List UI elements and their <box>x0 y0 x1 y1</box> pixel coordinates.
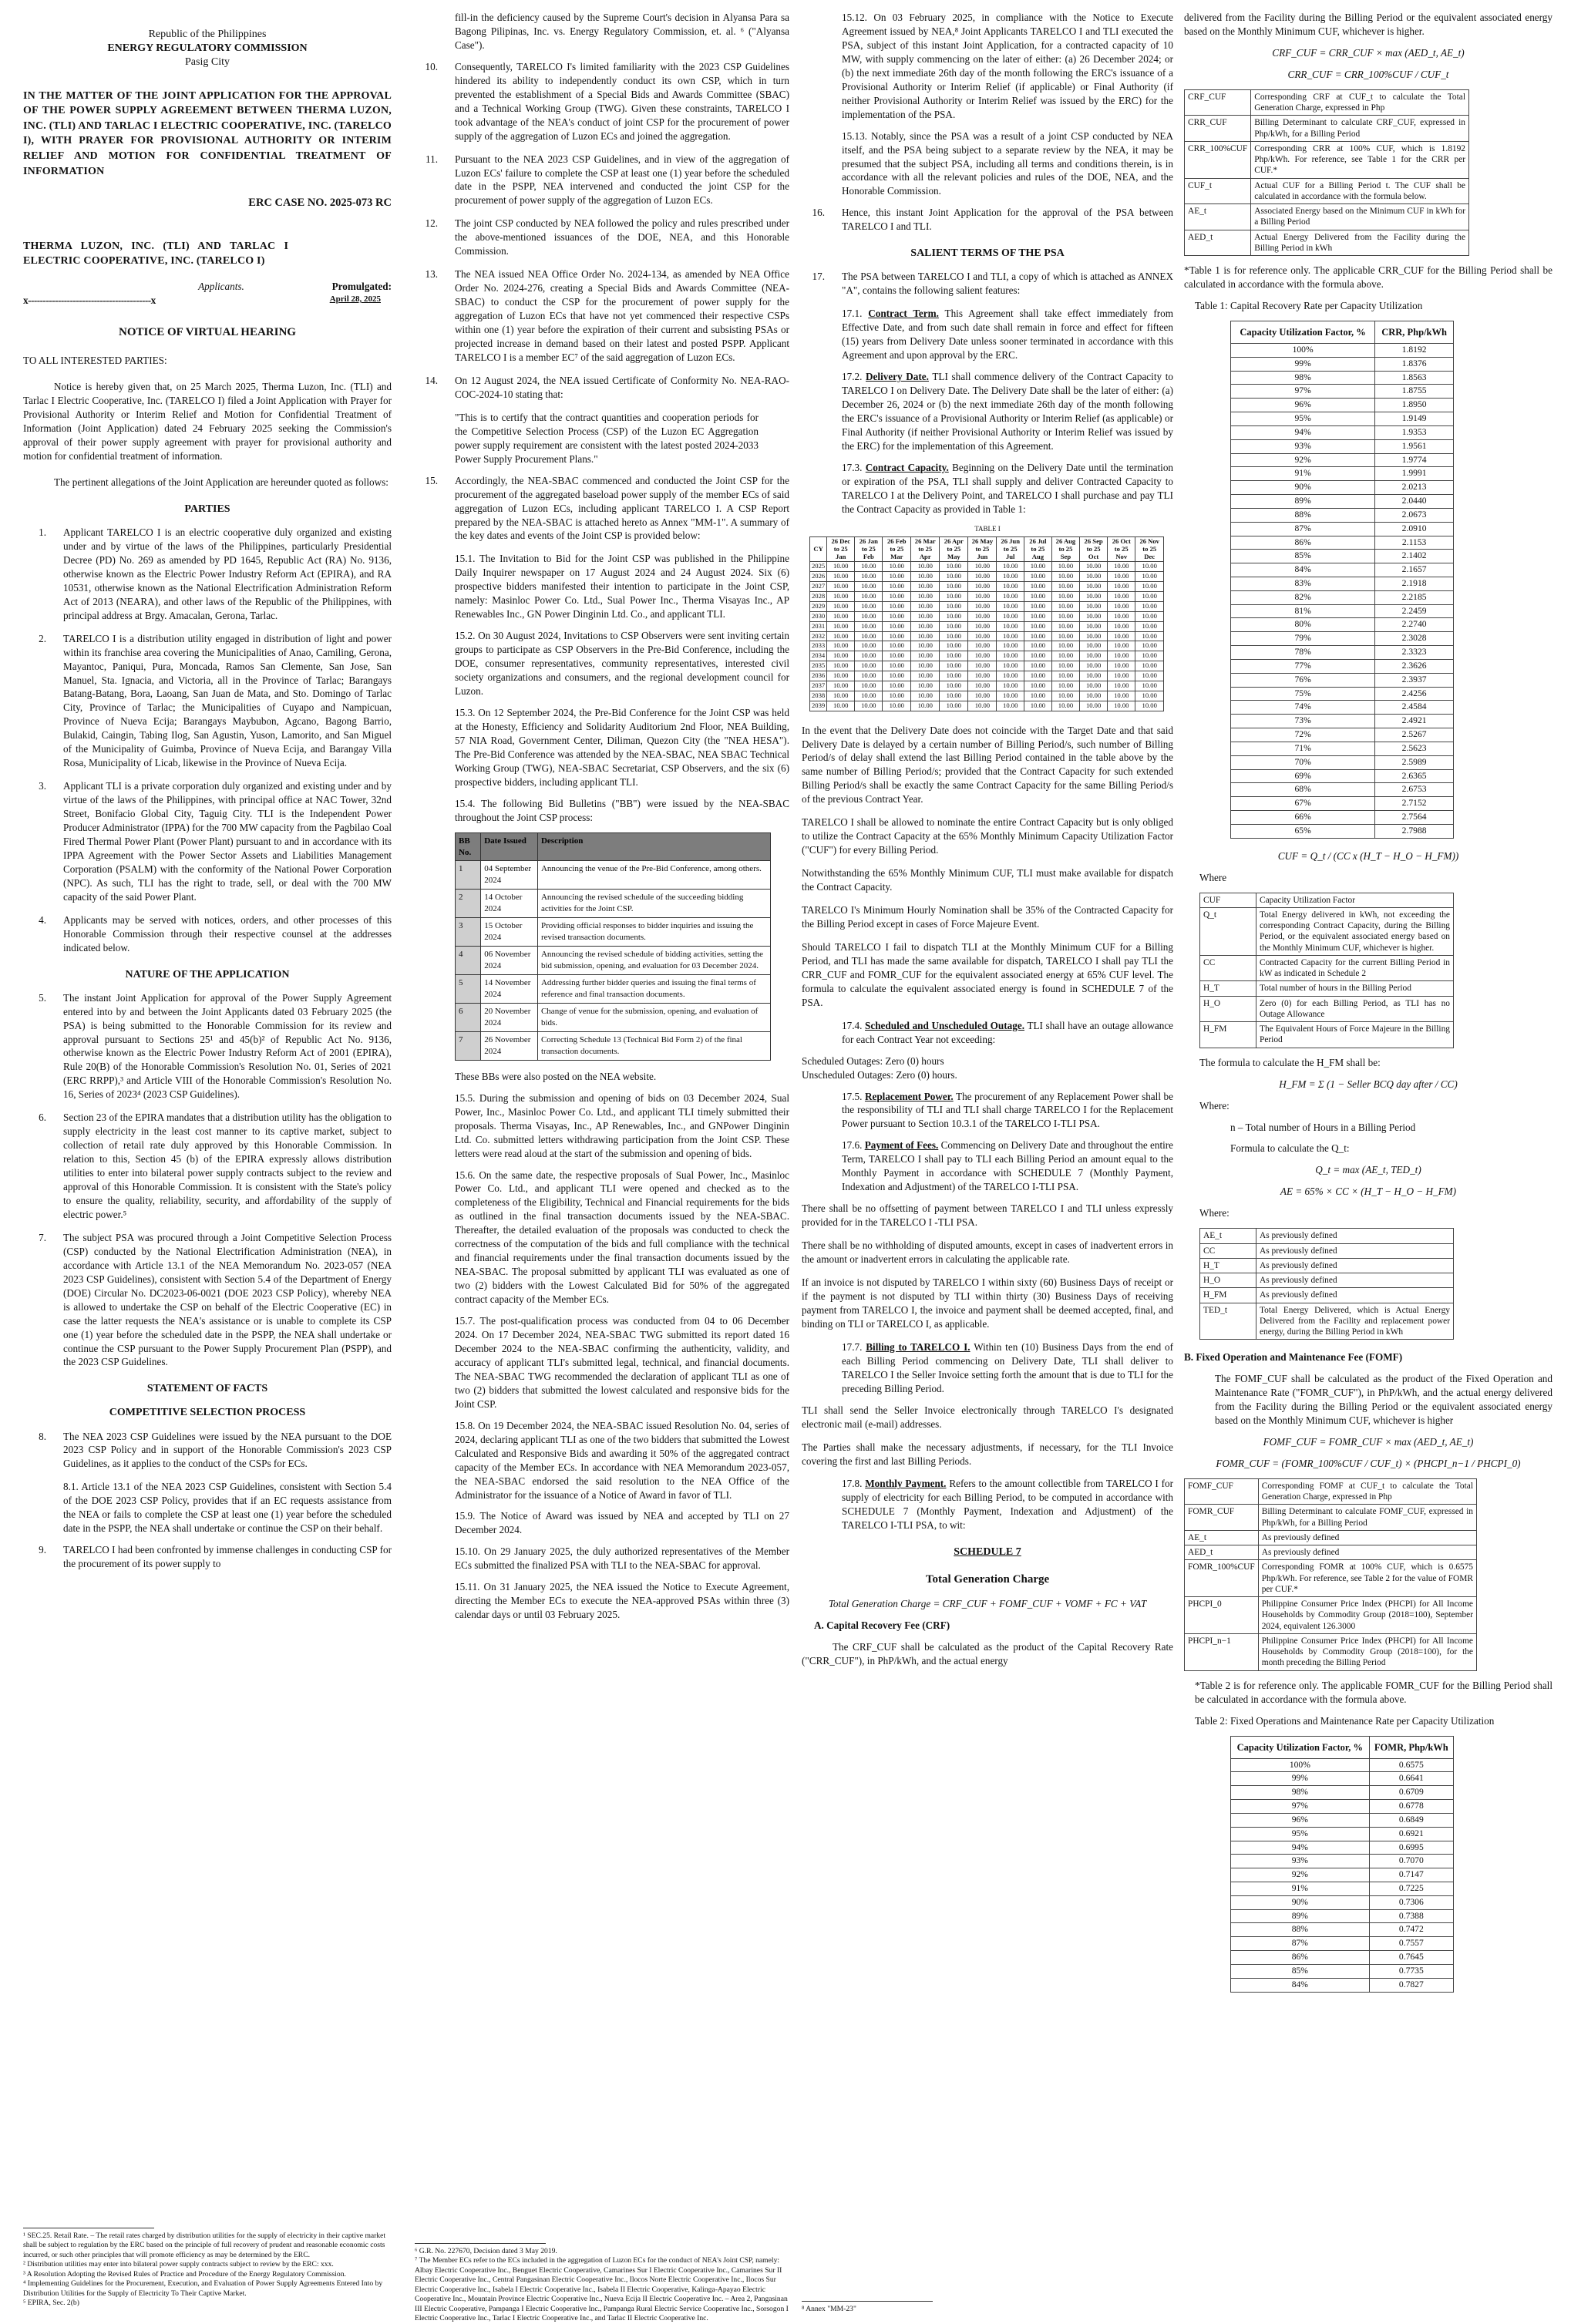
table-row: 70% 2.5989 <box>1231 755 1454 769</box>
paragraph: There shall be no withholding of disputed amounts, except in cases of inadvertent errors in the amount or inadvertent errors in calculating the applicable rate. <box>802 1239 1173 1266</box>
table-row: 96% 0.6849 <box>1231 1813 1454 1827</box>
table-row: 75% 2.4256 <box>1231 687 1454 701</box>
footnote: ¹ SEC.25. Retail Rate. – The retail rates charged by distribution utilities for the supply of electricity in their captive market shall be subject to regulation by the ERC based on the principle of full recovery of prudent and reasonable economic costs incurred, or such other principles that will promote efficiency as may be determined by the ERC. <box>23 2232 386 2259</box>
applicants-block: THERMA LUZON, INC. (TLI) AND TARLAC I ELECTRIC COOPERATIVE, INC. (TARELCO I) <box>23 240 289 267</box>
term-17-7: 17.7. Billing to TARELCO I. Within ten (10) Business Days from the end of each Billing Period commencing on Delivery Date, TLI shall deliver to TARELCO I the Seller Invoice setting forth the amount that is due to TLI for the preceding Billing Period. <box>842 1340 1174 1394</box>
sub-paragraph: 15.2. On 30 August 2024, Invitations to CSP Observers were sent inviting certain groups to participate as CSP Observers in the Pre-Bid Conference, including the DOE, consumer representatives, community representatives, interested civil society organizations and consumers, and the regional development council for Luzon. <box>455 630 789 697</box>
bb-header: Date Issued <box>481 832 538 861</box>
table-row: 83% 2.1918 <box>1231 577 1454 591</box>
intro-paragraph: Notice is hereby given that, on 25 March 2025, Therma Luzon, Inc. (TLI) and Tarlac I Electric Cooperative, Inc. (TARELCO I) filed a Joint Application with Prayer for Provisional Authority or Interim Relief and Motion for Confidential Treatment of Information (Joint Application) dated 24 February 2025 seeking the Commission's approval of their power supply agreement with prayer for provisional authority and motion for confidential treatment of information. <box>23 381 392 462</box>
capacity-header: 26 Dec to 25 Jan <box>827 536 855 562</box>
sub-paragraph: 15.10. On 29 January 2025, the duly authorized representatives of the Member ECs submitted the finalized PSA with TLI to the NEA-SBAC for approval. <box>455 1545 789 1572</box>
numbered-paragraph: 2. TARELCO I is a distribution utility engaged in distribution of light and power within its franchise area covering the Municipalities of Anao, Camiling, Gerona, Mayantoc, Paniqui, Pura, Moncada, Ramos San Clemente, San Jose, San Manuel, Sta. Ignacia, and Victoria, all in the Province of Tarlac; Barangays Batang-Batang, Bora, Laoang, San Juan de Mata, and Sto. Domingo of Tarlac City, Province of Tarlac; the Municipalities of Cuyapo and Nampicuan, Province of Nueva Ecija; Barangays Maybubon, Agcano, Bagong Barrio, Bulakid, Caingin, Tabing Ilog, San Agustin, Yuson, Lamorito, and San Miguel of the Municipality of Guimba, Province of Nueva Ecija, and Barangay Villa Rosa, Municipality of Licab, likewise in the Province of Nueva Ecija. <box>39 632 392 769</box>
tgc-heading: Total Generation Charge <box>925 1573 1050 1586</box>
footnote: ⁵ EPIRA, Sec. 2(b) <box>23 2299 79 2308</box>
header-city: Pasig City <box>185 56 230 69</box>
table-row: 90% 0.7306 <box>1231 1895 1454 1909</box>
footnote-col3: ⁸ Annex "MM-23" <box>802 2301 1173 2314</box>
numbered-paragraph: 7. The subject PSA was procured through a Joint Competitive Selection Process (CSP) conducted by the National Electrification Administration (NEA), in accordance with Article 13.1 of the NEA Memorandum No. 2023-057 (NEA 2023 CSP Guidelines), consistent with Section 5.4 of the Department of Energy (DOE) Circular No. DC2023-06-0021 (DOE 2023 CSP Policy), whereby NEA is allowed to undertake the CSP on behalf of the Electric Cooperative (EC) in case the latter requests the NEA's assistance or is unable to complete its CSP one (1) year before the scheduled date in the PSPP, the NEA shall undertake or continue the CSP pursuant to the Power Supply Procurement Plan (PSPP), and the 2023 CSP Guidelines. <box>39 1231 392 1368</box>
salient-term: 17.2. Delivery Date. TLI shall commence delivery of the Contract Capacity to TARELCO I on Delivery Date. The Delivery Date shall be the later of either: (a) December 26, 2024 or (b) the next immediate 26th day of the month following the ERC's issuance of a Provisional Authority or Interim Relief (as applicable) or Final Authority (if neither Provisional Authority or Interim Relief was issued by the ERC) for the implementation of this Agreement. <box>842 371 1173 452</box>
table-row: 2033 10.00 10.00 10.00 10.00 10.00 10.00 10.00 10.00 10.00 10.00 10.00 10.00 <box>810 641 1164 651</box>
paragraph-15: 15. Accordingly, the NEA-SBAC commenced and conducted the Joint CSP for the procurement of the aggregated baseload power supply of the member ECs of said aggregation of Luzon ECs, including applicant TARELCO I. A CSP Report prepared by the NEA-SBAC is attached hereto as Annex "MM-1". A summary of the key dates and events of the Joint CSP is provided below: <box>425 474 789 542</box>
document-header <box>23 28 392 70</box>
definition-row: AED_t Actual Energy Delivered from the Facility during the Billing Period in kWh <box>1185 230 1469 256</box>
table-row: 2028 10.00 10.00 10.00 10.00 10.00 10.00 10.00 10.00 10.00 10.00 10.00 10.00 <box>810 592 1164 602</box>
applicants-label: Applicants. <box>198 281 244 293</box>
qt-intro: Formula to calculate the Q_t: <box>1230 1142 1350 1155</box>
case-number: ERC CASE NO. 2025-073 RC <box>248 197 392 210</box>
column-4 <box>1184 11 1552 1993</box>
paragraph: In the event that the Delivery Date does not coincide with the Target Date and that said Delivery Date is delayed by a certain number of Billing Period/s, such number of Billing Period/s of delay shall extend the last Billing Period contained in the table above by the same number of Billing Period/s; provided that the Contract Capacity for such extended Billing Period/s shall be exactly the same Contract Capacity for the same Billing Period/s of the previous Contract Year. <box>802 724 1173 805</box>
table1-title: TABLE I <box>974 524 1001 533</box>
sub-paragraph: 15.3. On 12 September 2024, the Pre-Bid Conference for the Joint CSP was held at the Honesty, Efficiency and Solidarity Auditorium 2nd Floor, NEA Building, 57 NIA Road, Government Center, Diliman, Quezon City (the "NEA HESA"). The Pre-Bid Conference was attended by the NEA-SBAC, NEA SBAC Technical Working Group (TWG), NEA-SBAC Secretariat, CSP Observers, and the six (6) prospective bidders, including applicant TLI. <box>455 706 789 788</box>
definition-row: AE_t As previously defined <box>1185 1530 1477 1545</box>
bb-header: BB No. <box>456 832 481 861</box>
table-row: 69% 2.6365 <box>1231 769 1454 783</box>
numbered-paragraph: 13. The NEA issued NEA Office Order No. 2024-134, as amended by NEA Office Order No. 2024-276, creating a Special Bids and Awards Committee (NEA-SBAC) to conduct the CSP for the procurement of power supply for the aggregation of Luzon ECs that have not yet commenced their respective CSPs within one (1) year before the expiration of their current and subsisting PSAs or projected increase in demand based on their latest and posted PSPP. Applicant TARELCO I is a member EC⁷ of the said aggregation of Luzon ECs. <box>425 268 789 363</box>
salient-term: 17.6. Payment of Fees. Commencing on Delivery Date and throughout the entire Term, TARELCO I shall pay to TLI each Billing Period an amount equal to the Monthly Payment in accordance with SCHEDULE 7 (Monthly Payment, Indexation and Adjustment) of the TARELCO I-TLI PSA. <box>842 1139 1174 1193</box>
table-row: 93% 0.7070 <box>1231 1855 1454 1868</box>
where-label: Where <box>1199 871 1227 883</box>
paragraph: If an invoice is not disputed by TARELCO I within sixty (60) Business Days of receipt or if the payment is not disputed by TLI within thirty (30) Business Days of receiving payment from TARELCO I, the invoice and payment shall be deemed accepted, final, and binding on TLI or TARELCO I, as applicable. <box>802 1276 1173 1330</box>
table-row: 66% 2.7564 <box>1231 811 1454 825</box>
table-row: 95% 0.6921 <box>1231 1827 1454 1841</box>
sub-paragraph: 15.4. The following Bid Bulletins ("BB") were issued by the NEA-SBAC throughout the Joint CSP process: <box>455 797 789 823</box>
numbered-paragraph: 10. Consequently, TARELCO I's limited familiarity with the 2023 CSP Guidelines hindered its ability to independently conduct its own CSP, which in turn prevented the establishment of a Special Bids and Awards Committee (SBAC) and a Technical Working Group (TWG). Given these constraints, TARELCO I took advantage of the NEA's conduct of joint CSP for the procurement of power supply of the aggregation of Luzon ECs and joined the aggregation. <box>425 60 789 142</box>
definition-row: H_T As previously defined <box>1200 1258 1454 1273</box>
crr-table <box>1230 321 1454 839</box>
capacity-header: 26 Aug to 25 Sep <box>1051 536 1079 562</box>
table-row: 2038 10.00 10.00 10.00 10.00 10.00 10.00 10.00 10.00 10.00 10.00 10.00 10.00 <box>810 691 1164 701</box>
definition-row: H_T Total number of hours in the Billing Period <box>1200 981 1454 996</box>
table-row: 2025 10.00 10.00 10.00 10.00 10.00 10.00 10.00 10.00 10.00 10.00 10.00 10.00 <box>810 562 1164 572</box>
sub-paragraph: 15.7. The post-qualification process was conducted from 04 to 06 December 2024. On 17 December 2024, NEA-SBAC TWG submitted its report dated 16 December 2024 to the NEA-SBAC confirming the authenticity, validity, and accuracy of applicant TLI's submitted legal, technical, and financial documents. The NEA-SBAC TWG recommended the declaration of applicant TLI as one of two (2) bidders that submitted the lowest calculated and responsive bids for the Joint CSP. <box>455 1315 789 1410</box>
paragraph-8: 8. The NEA 2023 CSP Guidelines were issued by the NEA pursuant to the DOE 2023 CSP Policy and in support of the Honorable Commission's 2023 CSP Guidelines, as it applies to the conduct of the CSPs for ECs. <box>39 1430 392 1470</box>
table-row: 96% 1.8950 <box>1231 399 1454 412</box>
crf-heading: A. Capital Recovery Fee (CRF) <box>814 1619 950 1631</box>
table-row: 80% 2.2740 <box>1231 618 1454 632</box>
table-row: 6 20 November 2024 Change of venue for the submission, opening, and evaluation of bids. <box>456 1004 771 1032</box>
bid-bulletin-table <box>455 832 771 1061</box>
heading-parties: PARTIES <box>184 503 230 515</box>
definition-row: FOMF_CUF Corresponding FOMF at CUF_t to calculate the Total Generation Charge, expressed in Php <box>1185 1478 1477 1505</box>
capacity-header: 26 Jul to 25 Aug <box>1024 536 1051 562</box>
table-row: 100% 1.8192 <box>1231 343 1454 357</box>
term-17-8: 17.8. Monthly Payment. Refers to the amount collectible from TARELCO I for supply of electricity for each Billing Period, to be computed in accordance with SCHEDULE 7 (Monthly Payment, Indexation and Adjustment) of the TARELCO I-TLI PSA, to wit: <box>842 1478 1174 1532</box>
capacity-header: 26 Oct to 25 Nov <box>1108 536 1135 562</box>
table-row: 82% 2.2185 <box>1231 590 1454 604</box>
heading-facts: STATEMENT OF FACTS <box>146 1383 268 1395</box>
definition-row: CC As previously defined <box>1200 1243 1454 1258</box>
capacity-header: CY <box>810 536 827 562</box>
column-1 <box>23 28 392 1580</box>
promulgated-date: April 28, 2025 <box>329 294 381 304</box>
sub-paragraph: 15.13. Notably, since the PSA was a result of a joint CSP conducted by NEA itself, and the PSA being subject to a separate review by the NEA, it may be presumed that the subject PSA, including all terms and conditions therein, is in accordance with all the relevant policies and rules of the DOE, NEA, and the Honorable Commission. <box>842 129 1173 197</box>
sub-paragraph: 15.6. On the same date, the respective proposals of Sual Power, Inc., Masinloc Power Co. Ltd., and applicant TLI were opened and checked as to the completeness of the Eligibility, Technical and Financial requirements for the bids as outlined in the final transaction documents issued by the NEA-SBAC. Thereafter, the detailed evaluation of the proposals was conducted to check the correctness of the computation of the bids and full compliance with the technical and financial requirements under the final transaction documents issued by the NEA-SBAC. The proposal submitted by applicant TLI was evaluated as one of two (2) bidders with the Lowest Calculated Bid for 50% of the aggregated contract capacity of the Member ECs. <box>455 1169 789 1306</box>
table-row: 91% 0.7225 <box>1231 1882 1454 1896</box>
table-row: 84% 0.7827 <box>1231 1978 1454 1992</box>
table-row: 2035 10.00 10.00 10.00 10.00 10.00 10.00 10.00 10.00 10.00 10.00 10.00 10.00 <box>810 661 1164 671</box>
column-3 <box>802 11 1173 1676</box>
table-row: 72% 2.5267 <box>1231 728 1454 742</box>
cuf-formula: CUF = Q_t / (CC x (H_T − H_O − H_FM)) <box>1277 849 1459 862</box>
paragraph-8-1: 8.1. Article 13.1 of the NEA 2023 CSP Guidelines, consistent with Section 5.4 of the DOE 2023 CSP Policy, provides that if an EC requests assistance from the NEA or fails to complete the CSP at least one (1) year before the scheduled date in the PSPP, the NEA shall undertake or continue the CSP on their behalf. <box>63 1481 392 1535</box>
paragraph: Should TARELCO I fail to dispatch TLI at the Monthly Minimum CUF for a Billing Period, and TLI has made the same available for dispatch, TARELCO I shall pay TLI the CRR_CUF and FOMR_CUF for the equivalent associated energy at 65% CUF level. The formula to calculate the equivalent associated energy is found in SCHEDULE 7 of the PSA. <box>802 940 1173 1008</box>
numbered-paragraph: 3. Applicant TLI is a private corporation duly organized and existing under and by virtue of the laws of the Philippines, with principal office at NAC Tower, 32nd Street, Bonifacio Global City, Taguig City. TLI is the Independent Power Producer Administrator (IPPA) for the 700 MW capacity from the Pagbilao Coal Fired Thermal Power Plant (Power Plant) pursuant to and in accordance with its IPPA Agreement with the Power Sector Assets and Liabilities Management Corporation (PSALM) with the conformity of the National Power Corporation (NPC). As such, TLI has the right to trade, sell, or deal with the 700 MW capacity of the said Power Plant. <box>39 780 392 903</box>
paragraph-17: 17. The PSA between TARELCO I and TLI, a copy of which is attached as ANNEX "A", contains the following salient features: <box>812 271 1173 297</box>
definition-row: H_O Zero (0) for each Billing Period, as TLI has no Outage Allowance <box>1200 996 1454 1022</box>
fomf-note: *Table 2 is for reference only. The applicable FOMR_CUF for the Billing Period shall be calculated in accordance with the formula above. <box>1195 1679 1552 1705</box>
definition-row: CC Contracted Capacity for the current Billing Period in kW as indicated in Schedule 2 <box>1200 955 1454 981</box>
numbered-paragraph: 5. The instant Joint Application for approval of the Power Supply Agreement entered into by and between the Joint Applicants dated 03 February 2025 (the PSA) is being submitted to the Honorable Commission for its review and approval pursuant to Sections 25¹ and 45(b)² of Republic Act No. 9136, otherwise known as the Electric Power Industry Reform Act of 2001 (EPIRA), Rule 20(B) of the Honorable Commission's Resolution No. 01, Series of 2021 (ERC RRPP),³ and Article VIII of the Honorable Commission's Resolution No. 16, Series of 2023⁴ (2023 CSP Guidelines). <box>39 991 392 1101</box>
table-row: 86% 2.1153 <box>1231 536 1454 550</box>
table-row: 77% 2.3626 <box>1231 659 1454 673</box>
cuf-definitions-table <box>1199 893 1454 1048</box>
table-row: 98% 1.8563 <box>1231 371 1454 385</box>
table-row: 4 06 November 2024 Announcing the revised schedule of bidding activities, setting the bid submission, opening, and evaluation for 03 December 2024. <box>456 947 771 975</box>
definition-row: CRR_CUF Billing Determinant to calculate CRF_CUF, expressed in Php/kWh, for a Billing Period <box>1185 116 1469 142</box>
table-row: 1 04 September 2024 Announcing the venue of the Pre-Bid Conference, among others. <box>456 861 771 890</box>
footnote: ² Distribution utilities may enter into bilateral power supply contracts subject to review by the ERC: xxx. <box>23 2260 334 2269</box>
table-row: 2037 10.00 10.00 10.00 10.00 10.00 10.00 10.00 10.00 10.00 10.00 10.00 10.00 <box>810 681 1164 691</box>
table-row: 65% 2.7988 <box>1231 824 1454 838</box>
table-row: 2031 10.00 10.00 10.00 10.00 10.00 10.00 10.00 10.00 10.00 10.00 10.00 10.00 <box>810 621 1164 631</box>
crf-continued: delivered from the Facility during the Billing Period or the equivalent associated energy based on the Monthly Minimum CUF, whichever is higher. <box>1184 12 1552 37</box>
definition-row: AED_t As previously defined <box>1185 1545 1477 1560</box>
table-row: 89% 0.7388 <box>1231 1909 1454 1923</box>
table-row: 90% 2.0213 <box>1231 481 1454 495</box>
column-2 <box>415 11 789 1629</box>
heading-salient: SALIENT TERMS OF THE PSA <box>910 247 1065 260</box>
table-row: 2026 10.00 10.00 10.00 10.00 10.00 10.00 10.00 10.00 10.00 10.00 10.00 10.00 <box>810 572 1164 582</box>
outage-line: Scheduled Outages: Zero (0) hours <box>802 1054 944 1067</box>
header-republic: Republic of the Philippines <box>148 29 267 40</box>
paragraph: TLI shall send the Seller Invoice electronically through TARELCO I's designated electronic mail (e-mail) addresses. <box>802 1404 1173 1430</box>
numbered-paragraph: 6. Section 23 of the EPIRA mandates that a distribution utility has the obligation to supply electricity in the least cost manner to its captive market, subject to collection of retail rate duly approved by this Honorable Commission. In relation to this, Section 45 (b) of the EPIRA expressly allows distribution utilities to enter into bilateral power supply contracts subject to the review and approval of this Honorable Commission. It is consistent with the State's policy to ensure the quality, reliability, security, and affordability of the supply of electric power.⁵ <box>39 1112 392 1220</box>
header-agency: ENERGY REGULATORY COMMISSION <box>107 42 308 55</box>
table-header: CRR, Php/kWh <box>1375 321 1454 343</box>
sub-paragraph: 15.1. The Invitation to Bid for the Joint CSP was published in the Philippine Daily Inquirer newspaper on 17 August 2024 and 24 August 2024. Six (6) prospective bidders manifested their intention to participate in the Joint CSP, namely: Masinloc Power Co. Ltd., Sual Power Inc., Therma Visayas Inc., AP Renewables Inc., GN Power Dinginin Ltd. Co., and applicant TLI. <box>455 553 789 621</box>
table-row: 2030 10.00 10.00 10.00 10.00 10.00 10.00 10.00 10.00 10.00 10.00 10.00 10.00 <box>810 611 1164 621</box>
table-row: 87% 2.0910 <box>1231 522 1454 536</box>
table-row: 2039 10.00 10.00 10.00 10.00 10.00 10.00 10.00 10.00 10.00 10.00 10.00 10.00 <box>810 701 1164 711</box>
table-header: Capacity Utilization Factor, % <box>1231 1736 1370 1758</box>
table-row: 73% 2.4921 <box>1231 715 1454 728</box>
definition-row: H_FM The Equivalent Hours of Force Majeure in the Billing Period <box>1200 1022 1454 1048</box>
table1-caption: Table 1: Capital Recovery Rate per Capacity Utilization <box>1195 299 1423 311</box>
sub-paragraph: 15.12. On 03 February 2025, in compliance with the Notice to Execute Agreement issued by NEA,⁸ Joint Applicants TARELCO I and TLI executed the PSA, subject of this instant Joint Application, for a contracted capacity of 10 MW, with supply commencing on the later of either: (a) 26 December 2024; or (b) the next immediate 26th day of the month following the ERC's issuance of a Provisional Authority or Interim Relief (if applicable) or Final Authority (if neither Provisional Authority or Interim Relief was issued by the ERC) for the implementation of the PSA. <box>842 12 1173 120</box>
heading-csp: COMPETITIVE SELECTION PROCESS <box>109 1407 306 1419</box>
table-row: 81% 2.2459 <box>1231 604 1454 618</box>
definition-row: AE_t As previously defined <box>1200 1229 1454 1243</box>
table-row: 2032 10.00 10.00 10.00 10.00 10.00 10.00 10.00 10.00 10.00 10.00 10.00 10.00 <box>810 631 1164 641</box>
capacity-header: 26 May to 25 Jun <box>968 536 997 562</box>
definition-row: AE_t Associated Energy based on the Minimum CUF in kWh for a Billing Period <box>1185 204 1469 230</box>
where-label-2: Where: <box>1199 1099 1230 1112</box>
footnotes-col2 <box>415 2243 789 2324</box>
fomf-definitions-table <box>1184 1478 1477 1671</box>
qt-formula-2: AE = 65% × CC × (H_T − H_O − H_FM) <box>1280 1186 1457 1198</box>
schedule-7-heading: SCHEDULE 7 <box>954 1546 1021 1559</box>
paragraph: There shall be no offsetting of payment between TARELCO I and TLI unless expressly provided for in the TARELCO I -TLI PSA. <box>802 1202 1173 1229</box>
table-row: 93% 1.9561 <box>1231 439 1454 453</box>
definition-row: PHCPI_0 Philippine Consumer Price Index (PHCPI) for All Income Households by Commodity Group (2018=100), September 2024, equivalent 126.3000 <box>1185 1597 1477 1634</box>
salient-term: 17.3. Contract Capacity. Beginning on the Delivery Date until the termination or expiration of the PSA, TLI shall supply and deliver Contracted Capacity to TARELCO I at the Delivery Point, and TARELCO I shall purchase and pay TLI the Contract Capacity as provided in Table 1: <box>842 461 1174 515</box>
definition-row: Q_t Total Energy delivered in kWh, not exceeding the corresponding Contract Capacity, during the Billing Period, or the equivalent associated energy based on the Monthly Minimum CUF, whichever is higher. <box>1200 907 1454 955</box>
sub-paragraph: 15.9. The Notice of Award was issued by NEA and accepted by TLI on 27 December 2024. <box>455 1510 789 1536</box>
table-row: 95% 1.9149 <box>1231 412 1454 426</box>
table-row: 100% 0.6575 <box>1231 1758 1454 1772</box>
table-row: 99% 0.6641 <box>1231 1772 1454 1786</box>
definition-row: CUF_t Actual CUF for a Billing Period t. The CUF shall be calculated in accordance with the formula below. <box>1185 178 1469 204</box>
notice-title: NOTICE OF VIRTUAL HEARING <box>119 325 296 338</box>
definition-row: CRF_CUF Corresponding CRF at CUF_t to calculate the Total Generation Charge, expressed in Php <box>1185 89 1469 116</box>
crf-paragraph: The CRF_CUF shall be calculated as the product of the Capital Recovery Rate ("CRR_CUF"), in PhP/kWh, and the actual energy <box>802 1640 1173 1666</box>
certificate-quote: "This is to certify that the contract quantities and cooperation periods for the Competitive Selection Process (CSP) of the Luzon EC Aggregation power supply requirement are consistent with the latest posted 2024-2033 Power Supply Procurement Plans." <box>455 411 759 465</box>
sub-paragraph: 15.11. On 31 January 2025, the NEA issued the Notice to Execute Agreement, directing the Member ECs to execute the NEA-approved PSAs within three (3) calendar days or until 03 February 2025. <box>455 1581 789 1621</box>
fomf-heading: B. Fixed Operation and Maintenance Fee (FOMF) <box>1184 1351 1403 1364</box>
sub-paragraph: 15.8. On 19 December 2024, the NEA-SBAC issued Resolution No. 04, series of 2024, declaring applicant TLI as one of the two bidders that submitted the Lowest Calculated and Responsive Bids and awarding it 50% of the aggregated contract capacity of the Member ECs. In accordance with NEA Memorandum 2023-057, the NEA-SBAC endorsed the said resolution to the NEA Office of the Administrator for the issuance of a Notice of Award in favor of TLI. <box>455 1419 789 1501</box>
capacity-header: 26 Apr to 25 May <box>940 536 968 562</box>
numbered-paragraph: 14. On 12 August 2024, the NEA issued Certificate of Conformity No. NEA-RAO-COC-2024-10 stating that: <box>425 374 789 400</box>
footnote: ³ A Resolution Adopting the Revised Rules of Practice and Procedure of the Energy Regulatory Commission. <box>23 2269 346 2279</box>
tgc-formula: Total Generation Charge = CRF_CUF + FOMF_CUF + VOMF + FC + VAT <box>828 1597 1147 1609</box>
footnote: ⁶ G.R. No. 227670, Decision dated 3 May 2019. <box>415 2247 557 2255</box>
definition-row: FOMR_100%CUF Corresponding FOMR at 100% CUF, which is 0.6575 Php/kWh. For reference, see Table 2 for the value of FOMR per CUF.* <box>1185 1560 1477 1597</box>
outage-line: Unscheduled Outages: Zero (0) hours. <box>802 1068 957 1081</box>
x-line: x-----------------------------------------x <box>23 294 156 306</box>
paragraph: TARELCO I shall be allowed to nominate the entire Contract Capacity but is only obliged to utilize the Contract Capacity at the 65% Monthly Minimum Capacity Utilization Factor ("CUF") for every Billing Period. <box>802 816 1173 856</box>
table-row: 97% 0.6778 <box>1231 1800 1454 1814</box>
hfm-formula: H_FM = Σ (1 − Seller BCQ day after / CC) <box>1279 1078 1458 1090</box>
table-row: 2034 10.00 10.00 10.00 10.00 10.00 10.00 10.00 10.00 10.00 10.00 10.00 10.00 <box>810 651 1164 661</box>
table-row: 98% 0.6709 <box>1231 1786 1454 1800</box>
table-row: 89% 2.0440 <box>1231 495 1454 509</box>
table-row: 87% 0.7557 <box>1231 1937 1454 1951</box>
capacity-header: 26 Mar to 25 Apr <box>911 536 940 562</box>
crf-formula-1: CRF_CUF = CRR_CUF × max (AED_t, AE_t) <box>1272 46 1465 59</box>
salient-term: 17.5. Replacement Power. The procurement of any Replacement Power shall be the responsibility of TLI and TLI shall charge TARELCO I for the Replacement Power pursuant to Section 10.3.1 of the TARELCO I-TLI PSA. <box>842 1090 1173 1130</box>
fomf-formula-1: FOMF_CUF = FOMR_CUF × max (AED_t, AE_t) <box>1263 1436 1474 1448</box>
bb-header: Description <box>537 832 770 861</box>
hfm-intro: The formula to calculate the H_FM shall be: <box>1199 1056 1381 1068</box>
crf-note: *Table 1 is for reference only. The applicable CRR_CUF for the Billing Period shall be calculated in accordance with the formula above. <box>1184 264 1552 291</box>
capacity-header: 26 Sep to 25 Oct <box>1080 536 1108 562</box>
sub-paragraph: 15.5. During the submission and opening of bids on 03 December 2024, Sual Power, Inc., Masinloc Power Co. Ltd., and applicant TLI timely submitted their proposals. Therma Visayas, Inc., AP Renewables, Inc., and GNPower Dinginin Ltd. Co. submitted letters withdrawing participation from the Joint CSP. These letters were read aloud at the start of the submission and opening of bids. <box>455 1091 789 1159</box>
table-row: 5 14 November 2024 Addressing further bidder queries and issuing the final terms of reference and final transaction documents. <box>456 975 771 1004</box>
paragraph: Notwithstanding the 65% Monthly Minimum CUF, TLI must make available for dispatch the Contract Capacity. <box>802 867 1173 893</box>
capacity-header: 26 Jan to 25 Feb <box>855 536 883 562</box>
table-row: 78% 2.3323 <box>1231 646 1454 660</box>
paragraph-9: 9. TARELCO I had been confronted by immense challenges in conducting CSP for the procurement of its power supply to <box>39 1544 392 1570</box>
table-row: 79% 2.3028 <box>1231 632 1454 646</box>
definition-row: TED_t Total Energy Delivered, which is Actual Energy Delivered from the Facility and replacement power energy, during the Billing Period in kWh <box>1200 1303 1454 1340</box>
fomf-paragraph: The FOMF_CUF shall be calculated as the product of the Fixed Operation and Maintenance Rate ("FOMR_CUF"), in PhP/kWh, and the actual energy delivered from the Facility during the Billing Period or the equivalent associated energy based on the Monthly Minimum CUF, whichever is higher <box>1215 1373 1552 1427</box>
table-row: 2036 10.00 10.00 10.00 10.00 10.00 10.00 10.00 10.00 10.00 10.00 10.00 10.00 <box>810 671 1164 681</box>
heading-nature: NATURE OF THE APPLICATION <box>125 968 290 980</box>
case-caption: IN THE MATTER OF THE JOINT APPLICATION FOR THE APPROVAL OF THE POWER SUPPLY AGREEMENT BETWEEN THERMA LUZON, INC. (TLI) AND TARLAC I ELECTRIC COOPERATIVE, INC. (TARELCO I), WITH PRAYER FOR PROVISIONAL AUTHORITY OR INTERIM RELIEF AND MOTION FOR CONFIDENTIAL TREATMENT OF INFORMATION <box>23 89 392 177</box>
capacity-header: 26 Jun to 25 Jul <box>997 536 1024 562</box>
salient-term: 17.4. Scheduled and Unscheduled Outage. TLI shall have an outage allowance for each Contract Year not exceeding: <box>842 1019 1174 1045</box>
numbered-paragraph: 1. Applicant TARELCO I is an electric cooperative duly organized and existing under and by virtue of the laws of the Philippines, particularly Presidential Decree (PD) No. 269 as amended by PD 1645, Republic Act (RA) No. 9136, otherwise known as the Electric Power Industry Reform Act (EPIRA), and RA 10531, otherwise known as the National Electrification Administration Reform Act of 2013 (NEARA), and other laws of the Republic of the Philippines, with principal address at Brgy. Amacalan, Gerona, Tarlac. <box>39 526 392 621</box>
table-row: 88% 2.0673 <box>1231 508 1454 522</box>
qt-formula-1: Q_t = max (AE_t, TED_t) <box>1315 1164 1421 1176</box>
intro-paragraph-2: The pertinent allegations of the Joint Application are hereunder quoted as follows: <box>54 476 389 488</box>
table-row: 86% 0.7645 <box>1231 1951 1454 1965</box>
bb-posted-note: These BBs were also posted on the NEA website. <box>455 1070 657 1082</box>
numbered-paragraph: 11. Pursuant to the NEA 2023 CSP Guidelines, and in view of the aggregation of Luzon ECs' failure to complete the CSP at least one (1) year before the scheduled date in the PSPP, NEA intervened and conducted the joint CSP for the procurement of power supply of the aggregation of Luzon ECs. <box>426 153 789 207</box>
table-row: 94% 0.6995 <box>1231 1841 1454 1855</box>
where-label-3: Where: <box>1199 1207 1230 1219</box>
definition-row: PHCPI_n−1 Philippine Consumer Price Index (PHCPI) for All Income Households by Commodity Group (2018=100), for the month preceding the Billing Period <box>1185 1633 1477 1670</box>
capacity-header: 26 Nov to 25 Dec <box>1135 536 1164 562</box>
definition-row: H_FM As previously defined <box>1200 1288 1454 1303</box>
table-row: 85% 2.1402 <box>1231 550 1454 563</box>
table-row: 2 14 October 2024 Announcing the revised schedule of the succeeding bidding activities for the Joint CSP. <box>456 890 771 918</box>
table-row: 84% 2.1657 <box>1231 563 1454 577</box>
table-row: 91% 1.9991 <box>1231 467 1454 481</box>
table-row: 99% 1.8376 <box>1231 357 1454 371</box>
table-row: 85% 0.7735 <box>1231 1964 1454 1978</box>
definition-row: CUF Capacity Utilization Factor <box>1200 893 1454 907</box>
definition-row: FOMR_CUF Billing Determinant to calculate FOMF_CUF, expressed in Php/kWh, for a Billing Period <box>1185 1505 1477 1531</box>
footnote: ⁷ The Member ECs refer to the ECs included in the aggregation of Luzon ECs for the conduct of NEA's Joint CSP, namely: Albay Electric Cooperative Inc., Benguet Electric Cooperative, Camarines Sur I Electric Cooperative Inc., Camarines Sur II Electric Cooperative Inc., Central Pangasinan Electric Cooperative Inc., Ilocos Norte Electric Cooperative Inc., Ilocos Sur Electric Cooperative Inc., Isabela I Electric Cooperative Inc., Isabela II Electric Cooperative, Kalinga-Apayao Electric Cooperative Inc., Mountain Province Electric Cooperative Inc., Nueva Ecija II Electric Cooperative Inc. – Area 2, Pangasinan III Electric Cooperative, Pampanga I Electric Cooperative Inc., Pampanga Rural Electric Service Cooperative Inc., Sorsogon I Electric Cooperative Inc., Tarlac I Electric Cooperative Inc., and Tarlac II Electric Cooperative Inc. <box>415 2256 789 2323</box>
table-header: FOMR, Php/kWh <box>1369 1736 1453 1758</box>
definition-row: H_O As previously defined <box>1200 1273 1454 1288</box>
table-row: 2027 10.00 10.00 10.00 10.00 10.00 10.00 10.00 10.00 10.00 10.00 10.00 10.00 <box>810 582 1164 592</box>
table-row: 76% 2.3937 <box>1231 673 1454 687</box>
table-row: 92% 1.9774 <box>1231 453 1454 467</box>
table-row: 2029 10.00 10.00 10.00 10.00 10.00 10.00 10.00 10.00 10.00 10.00 10.00 10.00 <box>810 601 1164 611</box>
footnotes-col1 <box>23 2228 392 2309</box>
paragraph: The Parties shall make the necessary adjustments, if necessary, for the TLI Invoice covering the first and last Billing Periods. <box>802 1441 1173 1467</box>
table-row: 94% 1.9353 <box>1231 425 1454 439</box>
paragraph: TARELCO I's Minimum Hourly Nomination shall be 35% of the Contracted Capacity for the Billing Period except in cases of Force Majeure Event. <box>802 904 1173 930</box>
table2-caption: Table 2: Fixed Operations and Maintenance Rate per Capacity Utilization <box>1195 1714 1495 1727</box>
fomr-table <box>1230 1736 1454 1993</box>
to-parties: TO ALL INTERESTED PARTIES: <box>23 355 167 367</box>
table-header: Capacity Utilization Factor, % <box>1231 321 1375 343</box>
table-row: 97% 1.8755 <box>1231 385 1454 399</box>
salient-term: 17.1. Contract Term. This Agreement shall take effect immediately from Effective Date, and from such date shall remain in force and effect for fifteen (15) years from Delivery Date unless sooner terminated in accordance with this Agreement and upon approval by the ERC. <box>842 308 1173 362</box>
table-row: 7 26 November 2024 Correcting Schedule 13 (Technical Bid Form 2) of the final transaction documents. <box>456 1031 771 1060</box>
continued-paragraph: fill-in the deficiency caused by the Supreme Court's decision in Alyansa Para sa Bagong Pilipinas, Inc. vs. Energy Regulatory Commission, et. al. ⁶ ("Alyansa Case"). <box>455 12 789 51</box>
table-row: 74% 2.4584 <box>1231 701 1454 715</box>
capacity-header: 26 Feb to 25 Mar <box>883 536 911 562</box>
crf-formula-2: CRR_CUF = CRR_100%CUF / CUF_t <box>1287 68 1449 80</box>
table-row: 68% 2.6753 <box>1231 783 1454 797</box>
table-row: 71% 2.5623 <box>1231 742 1454 755</box>
contract-capacity-table <box>809 536 1164 711</box>
table-row: 92% 0.7147 <box>1231 1868 1454 1882</box>
crf-definitions-table <box>1184 89 1469 256</box>
footnote: ⁴ Implementing Guidelines for the Procurement, Execution, and Evaluation of Power Supply Agreements Entered Into by Distribution Utilities for the Supply of Electricity To Their Captive Market. <box>23 2279 383 2298</box>
definition-row: CRR_100%CUF Corresponding CRR at 100% CUF, which is 1.8192 Php/kWh. For reference, see Table 1 for the CRR per CUF.* <box>1185 141 1469 178</box>
numbered-paragraph: 12. The joint CSP conducted by NEA followed the policy and rules prescribed under the above-mentioned issuances of the DOE, NEA, and this Honorable Commission. <box>425 217 789 257</box>
promulgated-label: Promulgated: <box>331 281 392 293</box>
n-definition: n – Total number of Hours in a Billing Period <box>1230 1121 1416 1133</box>
table-row: 3 15 October 2024 Providing official responses to bidder inquiries and issuing the revised transaction documents. <box>456 918 771 947</box>
table-row: 67% 2.7152 <box>1231 797 1454 811</box>
table-row: 88% 0.7472 <box>1231 1923 1454 1937</box>
paragraph-16: 16. Hence, this instant Joint Application for the approval of the PSA between TARELCO I and TLI. <box>812 207 1173 233</box>
qt-definitions-table <box>1199 1228 1454 1340</box>
fomf-formula-2: FOMR_CUF = (FOMR_100%CUF / CUF_t) × (PHCPI_n−1 / PHCPI_0) <box>1216 1457 1521 1469</box>
numbered-paragraph: 4. Applicants may be served with notices, orders, and other processes of this Honorable Commission through their respective counsel at the addresses indicated below. <box>39 913 392 953</box>
